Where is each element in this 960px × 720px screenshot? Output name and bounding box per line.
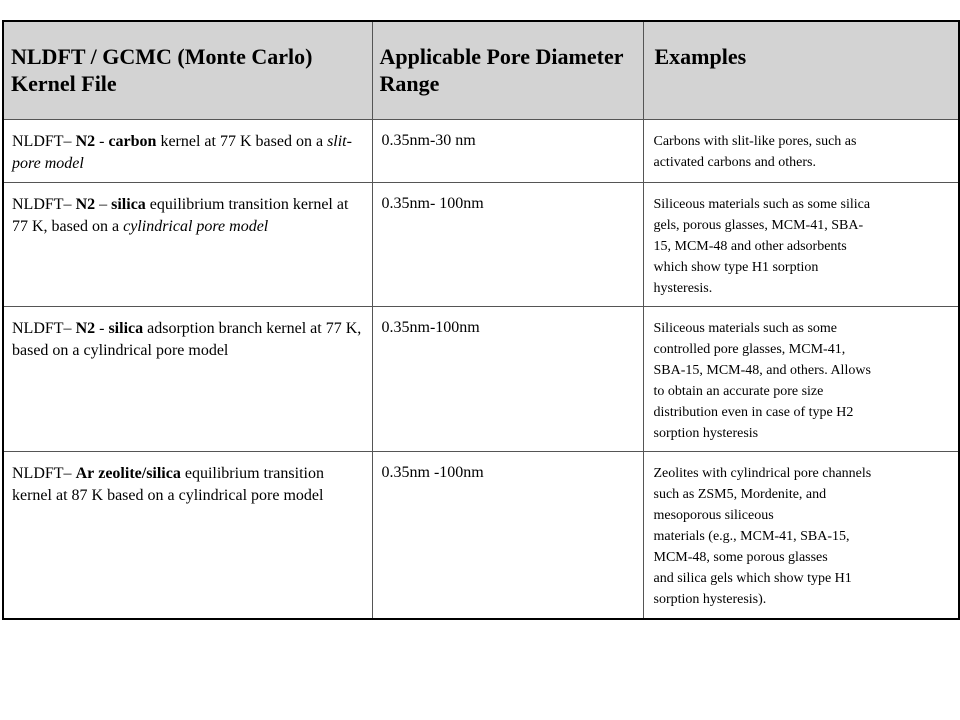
kernel-model: cylindrical pore model [123, 218, 269, 235]
kernel-cell [3, 452, 372, 620]
kernel-material: zeolite/silica [98, 465, 181, 482]
header-examples: Examples [643, 21, 959, 120]
examples-line: Zeolites with cylindrical pore channels [653, 466, 872, 481]
examples-line: Carbons with slit-like pores, such as [653, 134, 857, 149]
examples-line: MCM-48, some porous glasses [653, 550, 828, 565]
kernel-cell [3, 307, 372, 452]
kernel-cell [3, 183, 372, 307]
examples-line: to obtain an accurate pore size [653, 384, 824, 399]
examples-line: Siliceous materials such as some silica [653, 197, 871, 212]
kernel-prefix: NLDFT– [12, 320, 76, 337]
kernel-material: silica [108, 320, 144, 337]
table-header-row [3, 21, 959, 120]
examples-line: hysteresis. [653, 281, 713, 296]
examples-cell [643, 183, 959, 307]
kernel-separator: - [95, 320, 109, 337]
pore-range-cell: 0.35nm -100nm [372, 452, 643, 620]
kernel-separator: – [95, 196, 112, 213]
table-row [3, 120, 959, 183]
kernel-gas: N2 [75, 133, 96, 150]
examples-line: materials (e.g., MCM-41, SBA-15, [653, 529, 850, 544]
kernel-description: kernel at 77 K based on a [156, 133, 328, 150]
header-pore-range: Applicable Pore Diameter Range [372, 21, 643, 120]
kernel-material: carbon [108, 133, 157, 150]
kernel-gas: N2 [75, 320, 96, 337]
examples-cell [643, 452, 959, 620]
kernel-description: equilibrium transition kernel at 87 K based on a cylindrical pore model [12, 465, 324, 504]
examples-line: gels, porous glasses, MCM-41, SBA- [653, 218, 864, 233]
kernel-gas: N2 [75, 196, 96, 213]
examples-cell [643, 120, 959, 183]
header-kernel-file: NLDFT / GCMC (Monte Carlo) Kernel File [3, 21, 372, 120]
pore-range-cell: 0.35nm-100nm [372, 307, 643, 452]
examples-line: sorption hysteresis [653, 426, 759, 441]
kernel-description: equilibrium transition kernel at 77 K, based on a [12, 196, 349, 235]
examples-line: 15, MCM-48 and other adsorbents [653, 239, 847, 254]
examples-line: which show type H1 sorption [653, 260, 819, 275]
examples-line: SBA-15, MCM-48, and others. Allows [653, 363, 871, 378]
kernel-prefix: NLDFT– [12, 465, 76, 482]
examples-line: mesoporous siliceous [653, 508, 774, 523]
kernel-gas: Ar [75, 465, 95, 482]
examples-line: activated carbons and others. [653, 155, 816, 170]
examples-cell [643, 307, 959, 452]
kernel-description: adsorption branch kernel at 77 K, based on a cylindrical pore model [12, 320, 362, 359]
table-row [3, 183, 959, 307]
examples-line: and silica gels which show type H1 [653, 571, 852, 586]
table-row [3, 452, 959, 620]
kernel-model: slit-pore model [12, 133, 352, 172]
pore-range-cell: 0.35nm- 100nm [372, 183, 643, 307]
table-row [3, 307, 959, 452]
kernel-material: silica [111, 196, 146, 213]
pore-kernel-table [2, 20, 960, 620]
kernel-separator: - [95, 133, 109, 150]
examples-line: Siliceous materials such as some [653, 321, 838, 336]
pore-range-cell: 0.35nm-30 nm [372, 120, 643, 183]
kernel-prefix: NLDFT– [12, 196, 76, 213]
kernel-cell [3, 120, 372, 183]
examples-line: such as ZSM5, Mordenite, and [653, 487, 827, 502]
examples-line: sorption hysteresis). [653, 592, 767, 607]
kernel-prefix: NLDFT– [12, 133, 76, 150]
examples-line: distribution even in case of type H2 [653, 405, 854, 420]
examples-line: controlled pore glasses, MCM-41, [653, 342, 846, 357]
